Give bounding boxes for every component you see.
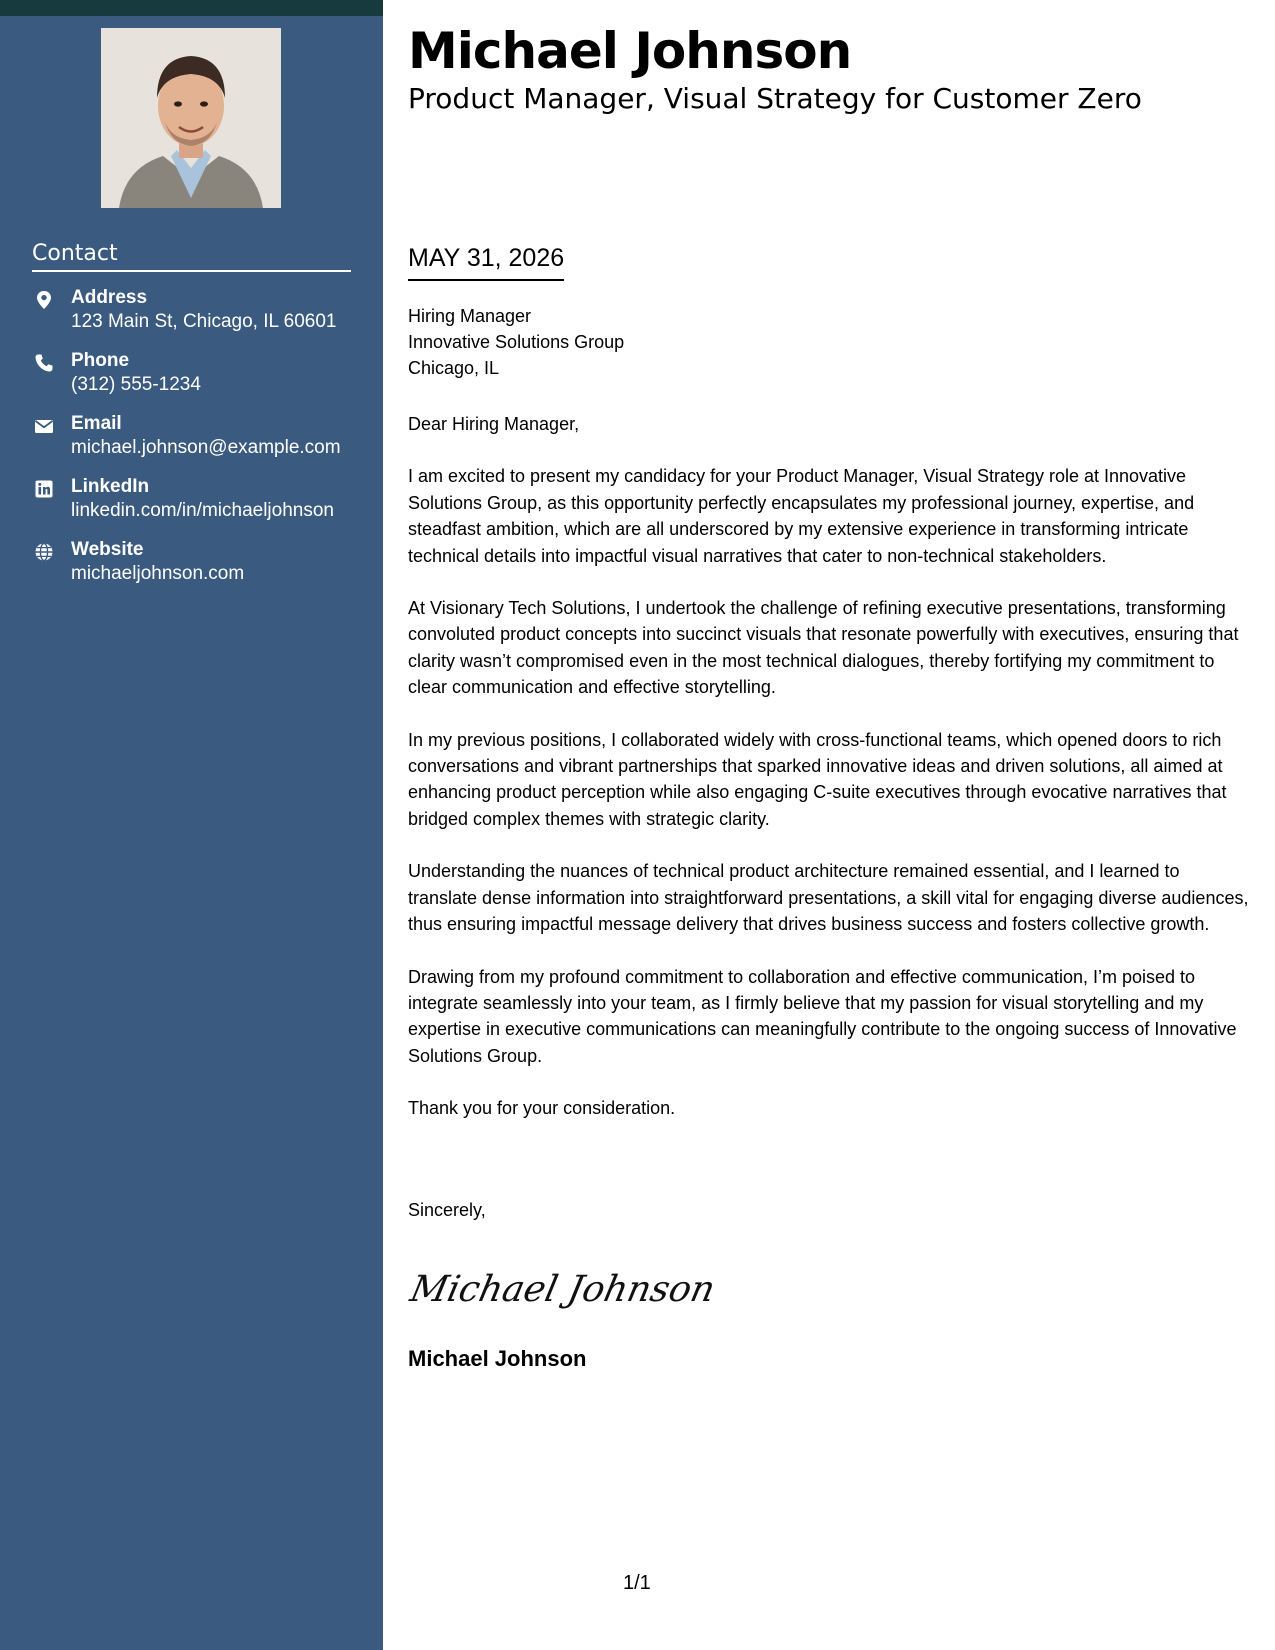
avatar xyxy=(101,28,281,208)
contact-label: Website xyxy=(71,539,144,560)
recipient-company: Innovative Solutions Group xyxy=(408,332,625,352)
contact-label: Address xyxy=(71,287,148,308)
page-number: 1/1 xyxy=(623,1572,651,1594)
contact-item-address xyxy=(32,286,362,349)
globe-icon xyxy=(34,542,54,562)
contact-value-website[interactable]: michaeljohnson.com xyxy=(71,563,245,584)
sidebar xyxy=(0,16,383,1650)
applicant-name: Michael Johnson xyxy=(408,22,852,80)
portrait-photo-icon xyxy=(101,28,281,208)
contact-heading: Contact xyxy=(32,241,351,272)
closing: Sincerely, xyxy=(408,1200,486,1220)
paragraph: I am excited to present my candidacy for your Product Manager, Visual Strategy role at Innovative Solutions Group, as this opportunity perfectly encapsulates my professional journey, expertise, and steadfast ambition, which are all underscored by my extensive experience in transforming intricate technical details into impactful visual narratives that cater to non-technical stakeholders. xyxy=(408,466,1195,566)
map-pin-icon xyxy=(34,290,54,310)
paragraph: Drawing from my profound commitment to collaboration and effective communication, I’m poised to integrate seamlessly into your team, as I firmly believe that my passion for visual storytelling and my expertise in executive communications can meaningfully contribute to the ongoing success of Innovative Solutions Group. xyxy=(408,966,1237,1066)
letter-date: MAY 31, 2026 xyxy=(408,244,564,281)
paragraph: In my previous positions, I collaborated widely with cross-functional teams, which opened doors to rich conversations and vibrant partnerships that sparked innovative ideas and driven solutions, all aimed at enhancing product perception while also engaging C-suite executives through evocative narratives that bridged complex themes with strategic clarity. xyxy=(408,729,1227,829)
paragraph-thanks: Thank you for your consideration. xyxy=(408,1098,676,1119)
contact-item-email xyxy=(32,412,362,475)
signer-name: Michael Johnson xyxy=(408,1346,587,1371)
letter-content xyxy=(408,411,1250,1148)
contact-label: Email xyxy=(71,413,122,434)
linkedin-icon xyxy=(34,479,54,499)
contact-value-email[interactable]: michael.johnson@example.com xyxy=(71,437,341,458)
sidebar-top-accent-bar xyxy=(0,0,383,16)
signature-image xyxy=(406,1257,719,1317)
phone-icon xyxy=(34,353,54,373)
signature-text: Michael Johnson xyxy=(406,1267,719,1310)
contact-list xyxy=(32,286,362,601)
contact-item-linkedin xyxy=(32,475,362,538)
recipient-name: Hiring Manager xyxy=(408,306,532,326)
contact-item-website xyxy=(32,538,362,601)
recipient-block xyxy=(408,303,624,381)
salutation: Dear Hiring Manager, xyxy=(408,414,580,434)
paragraph: Understanding the nuances of technical product architecture remained essential, and I learned to translate dense information into straightforward presentations, a skill vital for engaging diverse audiences, thus ensuring impactful message delivery that drives business success and fosters collective growth. xyxy=(408,861,1249,935)
contact-label: Phone xyxy=(71,350,130,371)
contact-value-phone: (312) 555-1234 xyxy=(71,374,201,395)
recipient-location: Chicago, IL xyxy=(408,358,500,378)
envelope-icon xyxy=(34,416,54,436)
paragraph: At Visionary Tech Solutions, I undertook the challenge of refining executive presentations, transforming convoluted product concepts into succinct visuals that resonate powerfully with executives, ensuring that clarity wasn’t compromised even in the most technical dialogues, thereby fortifying my commitment to clear communication and effective storytelling. xyxy=(408,598,1239,698)
job-title: Product Manager, Visual Strategy for Customer Zero xyxy=(408,82,1142,115)
contact-label: LinkedIn xyxy=(71,476,150,497)
contact-value-address: 123 Main St, Chicago, IL 60601 xyxy=(71,311,337,332)
contact-item-phone xyxy=(32,349,362,412)
contact-value-linkedin[interactable]: linkedin.com/in/michaeljohnson xyxy=(71,500,334,521)
